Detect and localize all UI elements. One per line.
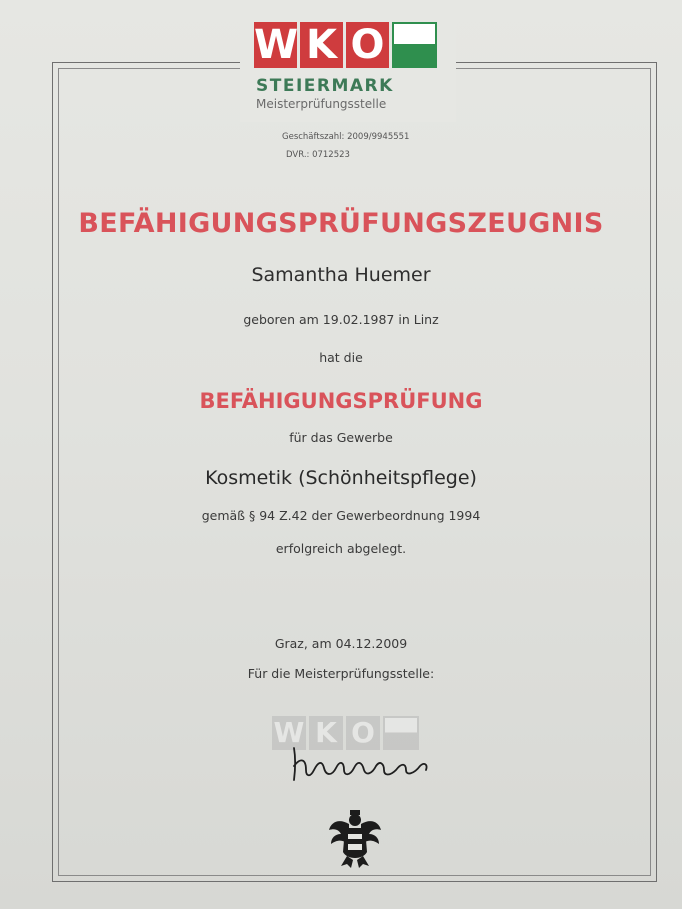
austrian-eagle-icon [327, 808, 383, 870]
hat-die-line: hat die [319, 350, 363, 365]
wko-logo-mark [254, 22, 450, 72]
logo-region: STEIERMARK [256, 76, 394, 96]
logo-office: Meisterprüfungsstelle [256, 97, 387, 111]
stamp-letter-k: K [309, 716, 343, 750]
place-date: Graz, am 04.12.2009 [274, 636, 408, 651]
trade-name: Kosmetik (Schönheitspflege) [205, 467, 477, 489]
wko-logo [240, 22, 456, 122]
dvr-number: DVR.: 0712523 [286, 150, 350, 160]
case-number: Geschäftszahl: 2009/9945551 [282, 132, 410, 142]
styria-flag-icon [392, 22, 437, 68]
birth-line: geboren am 19.02.1987 in Linz [243, 312, 439, 327]
legal-basis: gemäß § 94 Z.42 der Gewerbeordnung 1994 [201, 508, 481, 523]
logo-letter-k: K [300, 22, 343, 68]
issuer-line: Für die Meisterprüfungsstelle: [247, 666, 435, 681]
stamp-letter-w: W [273, 716, 305, 749]
stamp-letter-o: O [346, 716, 380, 750]
result-line: erfolgreich abgelegt. [275, 541, 407, 556]
holder-name: Samantha Huemer [251, 264, 431, 286]
logo-letter-w: W [254, 22, 299, 68]
for-trade-line: für das Gewerbe [289, 430, 393, 445]
logo-letter-o: O [346, 22, 389, 68]
signature [288, 740, 433, 785]
exam-title: BEFÄHIGUNGSPRÜFUNG [199, 389, 483, 413]
certificate-title: BEFÄHIGUNGSPRÜFUNGSZEUGNIS [78, 208, 604, 239]
